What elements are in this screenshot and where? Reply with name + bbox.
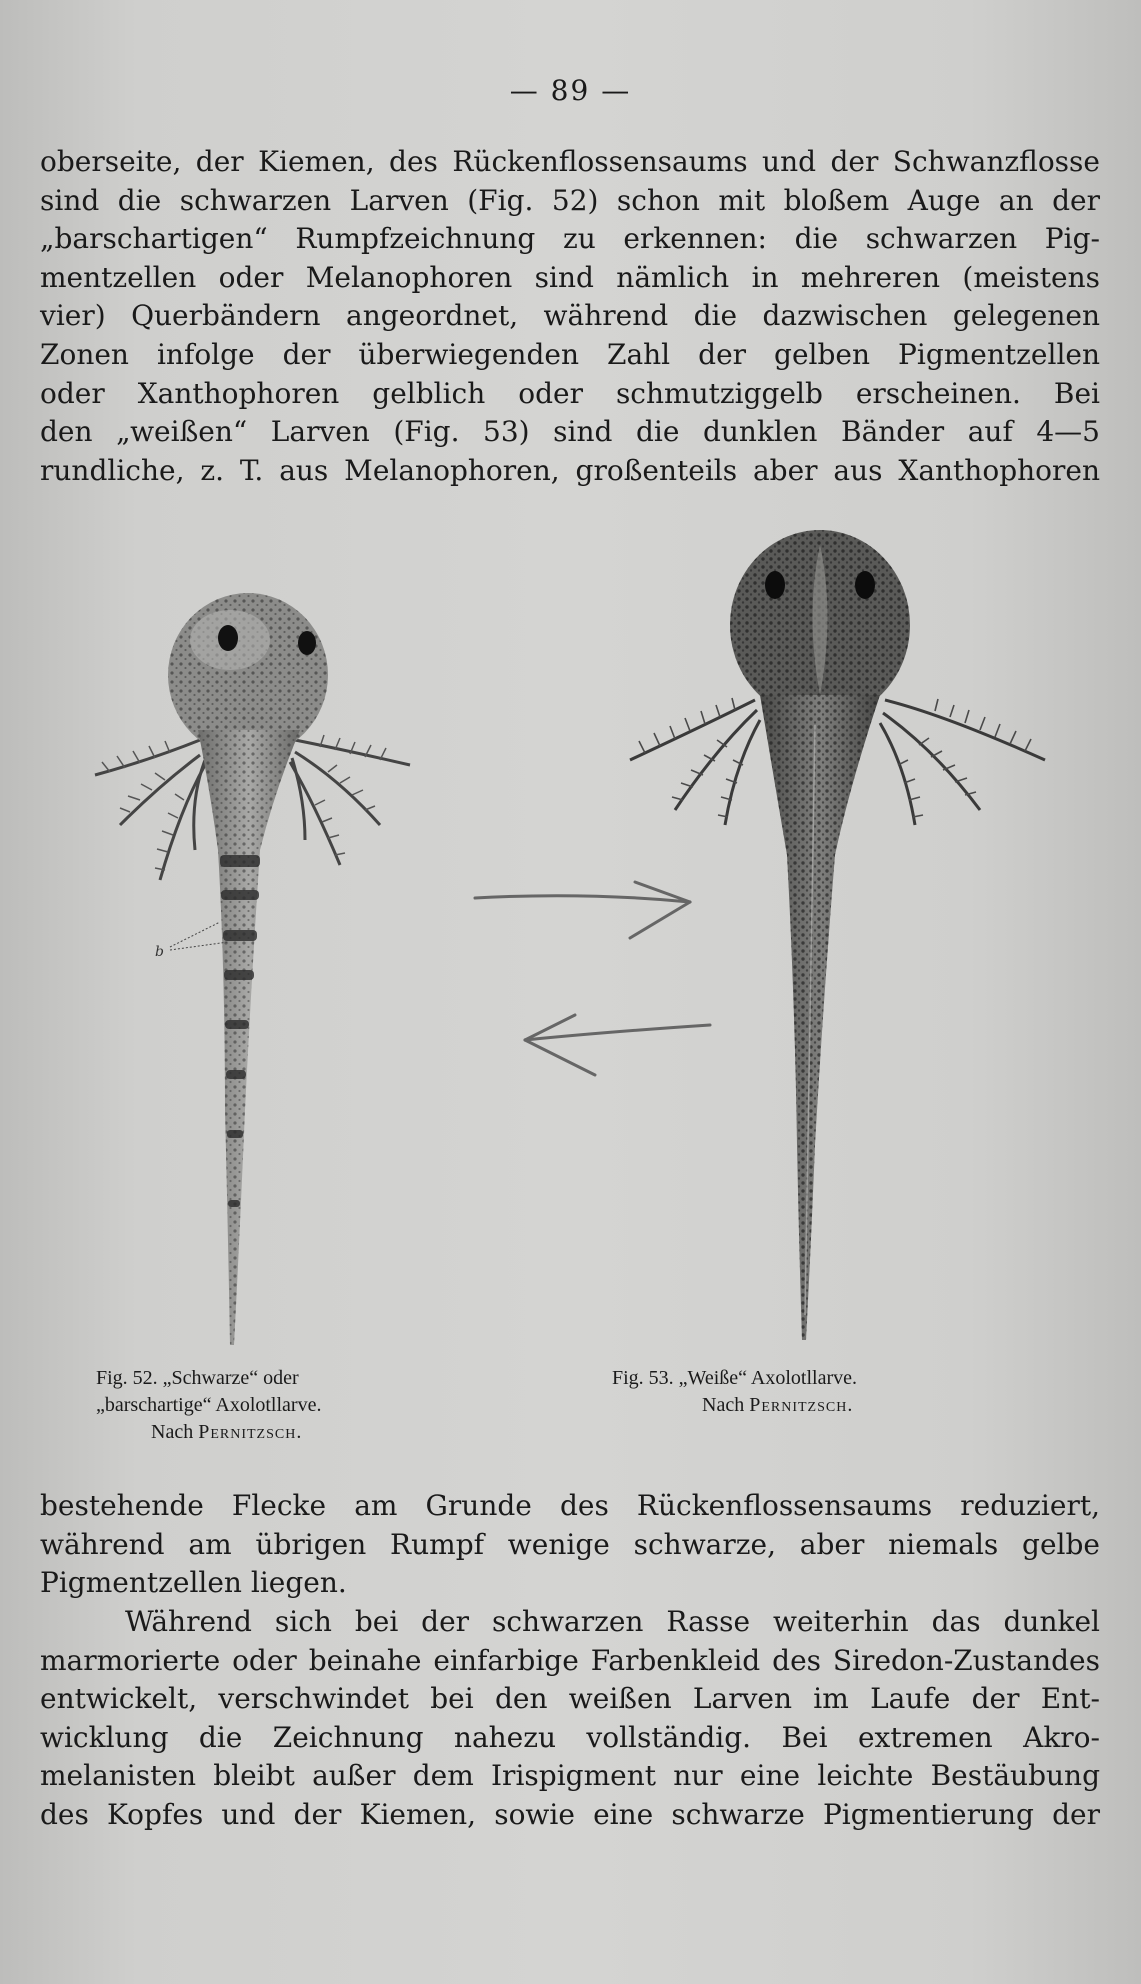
- caption-line: Fig. 53. „Weiße“ Axolotllarve.: [612, 1367, 857, 1389]
- text-line: wicklung die Zeichnung nahezu vollständig. Bei extremen Akro-: [40, 1720, 1100, 1754]
- figure-label-b: b: [155, 944, 164, 960]
- text-line: oder Xanthophoren gelblich oder schmutziggelb erscheinen. Bei: [40, 376, 1100, 410]
- caption-prefix: Nach: [702, 1394, 745, 1416]
- text-line: rundliche, z. T. aus Melanophoren, großenteils aber aus Xanthophoren: [40, 453, 1100, 487]
- figure-53-white-larva: [625, 525, 1055, 1350]
- text-line: „barschartigen“ Rumpfzeichnung zu erkennen: die schwarzen Pig-: [40, 222, 1100, 256]
- page-number: — 89 —: [509, 74, 632, 107]
- text-line: melanisten bleibt außer dem Irispigment nur eine leichte Bestäubung: [40, 1759, 1100, 1793]
- text-line: sind die schwarzen Larven (Fig. 52) schon mit bloßem Auge an der: [40, 183, 1100, 217]
- text-line: Während sich bei der schwarzen Rasse weiterhin das dunkel: [125, 1605, 1100, 1638]
- caption-line: Fig. 52. „Schwarze“ oder: [96, 1367, 299, 1389]
- text-line: bestehende Flecke am Grunde des Rückenflossensaums reduziert,: [40, 1489, 1100, 1522]
- text-line: den „weißen“ Larven (Fig. 53) sind die dunklen Bänder auf 4—5: [40, 415, 1100, 449]
- text-line: Zonen infolge der überwiegenden Zahl der gelben Pigmentzellen: [40, 337, 1100, 371]
- text-line: oberseite, der Kiemen, des Rückenflossensaums und der Schwanzflosse: [40, 145, 1100, 178]
- caption-author: Pernitzsch.: [198, 1421, 303, 1443]
- caption-fig-52: [96, 1365, 321, 1446]
- caption-line: [96, 1419, 321, 1446]
- figure-52-black-larva: [80, 590, 450, 1350]
- text-line: marmorierte oder beinahe einfarbige Farbenkleid des Siredon-Zustandes: [40, 1643, 1100, 1677]
- text-line: Pigmentzellen liegen.: [40, 1566, 347, 1600]
- caption-author: Pernitzsch.: [749, 1394, 854, 1416]
- caption-line: „barschartige“ Axolotllarve.: [96, 1394, 322, 1416]
- text-line: während am übrigen Rumpf wenige schwarze, aber niemals gelbe: [40, 1527, 1100, 1561]
- top-paragraph: [40, 143, 1100, 490]
- caption-fig-53: [612, 1365, 857, 1419]
- text-line: vier) Querbändern angeordnet, während die dazwischen gelegenen: [40, 299, 1100, 333]
- text-line: des Kopfes und der Kiemen, sowie eine schwarze Pigmentierung der: [40, 1797, 1100, 1831]
- bottom-paragraph-2: [40, 1603, 1100, 1835]
- bottom-paragraph-1: [40, 1487, 1100, 1603]
- caption-line: [612, 1392, 857, 1419]
- text-line: entwickelt, verschwindet bei den weißen Larven im Laufe der Ent-: [40, 1682, 1100, 1716]
- caption-prefix: Nach: [151, 1421, 194, 1443]
- text-line: mentzellen oder Melanophoren sind nämlich in mehreren (meistens: [40, 260, 1100, 294]
